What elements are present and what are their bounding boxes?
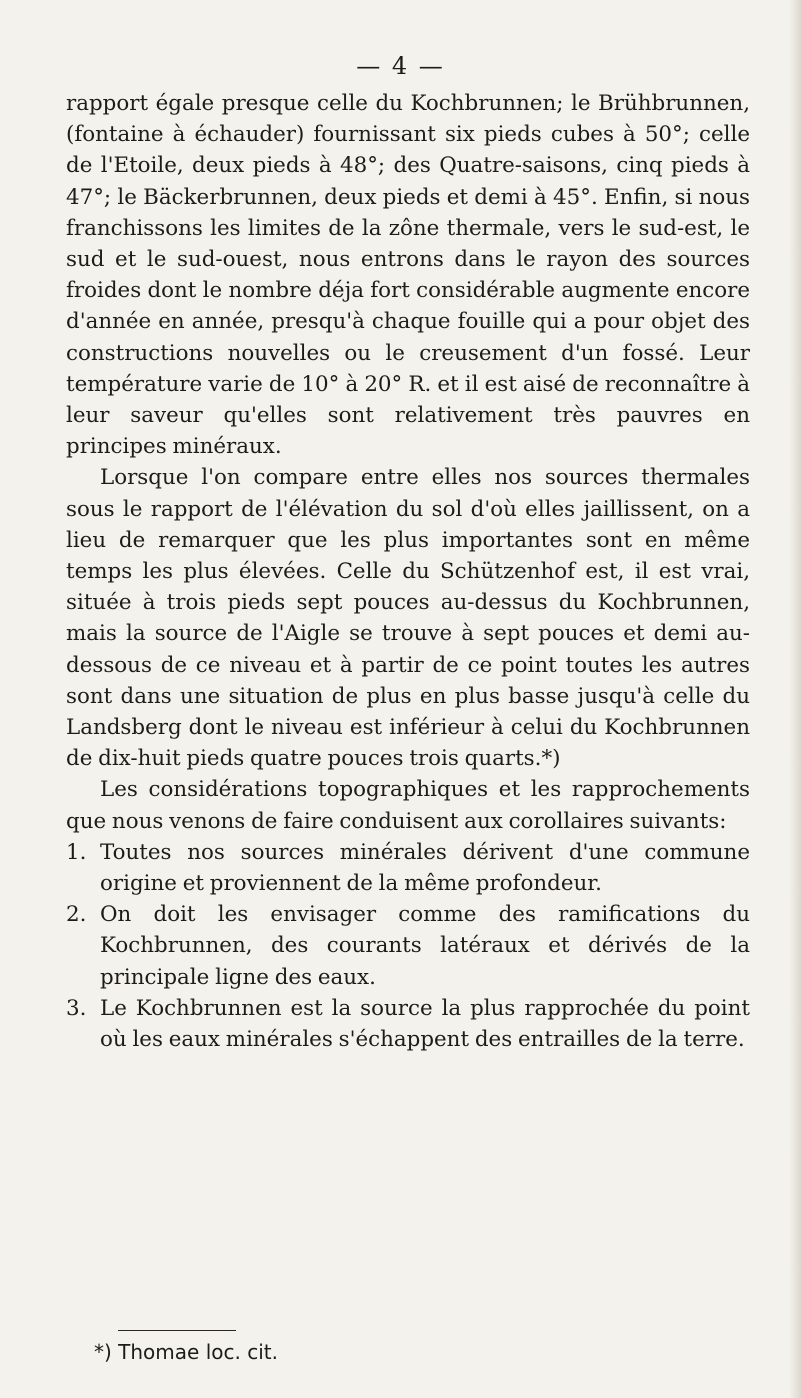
list-item [66, 899, 750, 993]
list-item-text: Toutes nos sources minérales dérivent d'une commune origine et proviennent de la même profondeur. [100, 839, 750, 897]
paragraph-2: Lorsque l'on compare entre elles nos sources thermales sous le rapport de l'élévation du sol d'où elles jaillissent, on a lieu de remarquer que les plus importantes sont en même temps les plus élevées. Celle du Schützenhof est, il est vrai, située à trois pieds sept pouces au-dessus du Kochbrunnen, mais la source de l'Aigle se trouve à sept pouces et demi au-dessous de ce niveau et à partir de ce point toutes les autres sont dans une situation de plus en plus basse jusqu'à celle du Landsberg dont le niveau est inférieur à celui du Kochbrunnen de dix-huit pieds quatre pouces trois quarts.*) [66, 465, 750, 772]
list-item-number: 3. [66, 995, 87, 1021]
corollaries-list [66, 837, 750, 1055]
footnote: *) Thomae loc. cit. [94, 1340, 278, 1364]
list-item-text: On doit les envisager comme des ramifications du Kochbrunnen, des courants latéraux et dérivés de la principale ligne des eaux. [100, 902, 750, 990]
page-edge-shadow [789, 0, 801, 1398]
list-item [66, 993, 750, 1055]
list-item-number: 2. [66, 902, 87, 928]
page-number: — 4 — [356, 52, 445, 80]
list-item-number: 1. [66, 839, 87, 865]
footnote-separator [118, 1330, 236, 1331]
list-item-text: Le Kochbrunnen est la source la plus rapprochée du point où les eaux minérales s'échappent des entrailles de la terre. [100, 995, 750, 1053]
list-item [66, 837, 750, 899]
paragraph-3: Les considérations topographiques et les rapprochements que nous venons de faire conduisent aux corollaires suivants: [66, 777, 750, 834]
body-text [66, 88, 750, 1055]
paragraph-1: rapport égale presque celle du Kochbrunnen; le Brühbrunnen, (fontaine à échauder) fournissant six pieds cubes à 50°; celle de l'Etoile, deux pieds à 48°; des Quatre-saisons, cinq pieds à 47°; le Bäckerbrunnen, deux pieds et demi à 45°. Enfin, si nous franchissons les limites de la zône thermale, vers le sud-est, le sud et le sud-ouest, nous entrons dans le rayon des sources froides dont le nombre déja fort considérable augmente encore d'année en année, presqu'à chaque fouille qui a pour objet des constructions nouvelles ou le creusement d'un fossé. Leur température varie de 10° à 20° R. et il est aisé de reconnaître à leur saveur qu'elles sont relativement très pauvres en principes minéraux. [66, 91, 750, 460]
